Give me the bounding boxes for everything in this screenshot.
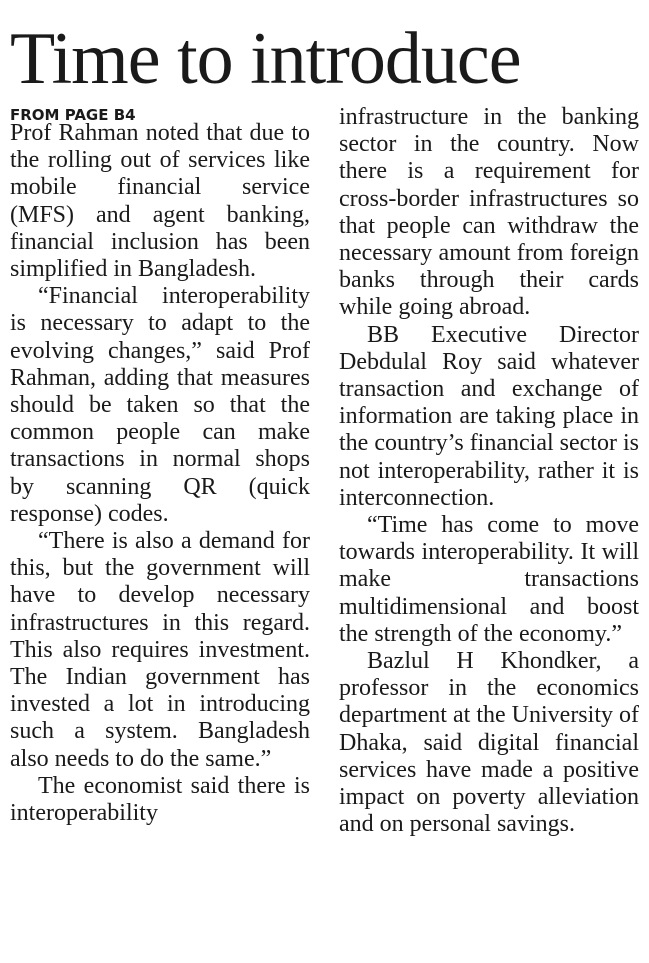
paragraph: The economist said there is interoperability <box>10 772 310 827</box>
paragraph: Bazlul H Khondker, a professor in the economics department at the University of Dhaka, said digital financial services have made a positive impact on poverty alleviation and on personal savings. <box>339 648 639 838</box>
article-column-left <box>10 104 310 827</box>
paragraph: “Time has come to move towards interoperability. It will make transactions multidimensional and boost the strength of the economy.” <box>339 512 639 647</box>
article-column-right <box>339 104 639 838</box>
headline: Time to introduce <box>10 18 521 100</box>
paragraph: Prof Rahman noted that due to the rolling out of services like mobile financial service (MFS) and agent banking, financial inclusion has been simplified in Bangladesh. <box>10 120 310 283</box>
paragraph: “There is also a demand for this, but the government will have to develop necessary infrastructures in this regard. This also requires investment. The Indian government has invested a lot in introducing such a system. Bangladesh also needs to do the same.” <box>10 528 310 772</box>
paragraph: infrastructure in the banking sector in the country. Now there is a requirement for cross-border infrastructures so that people can withdraw the necessary amount from foreign banks through their cards while going abroad. <box>339 104 639 321</box>
kicker: FROM PAGE B4 <box>10 106 136 124</box>
paragraph: “Financial interoperability is necessary to adapt to the evolving changes,” said Prof Rahman, adding that measures should be taken so that the common people can make transactions in normal shops by scanning QR (quick response) codes. <box>10 283 310 527</box>
paragraph: BB Executive Director Debdulal Roy said whatever transaction and exchange of information are taking place in the country’s financial sector is not interoperability, rather it is interconnection. <box>339 321 639 511</box>
